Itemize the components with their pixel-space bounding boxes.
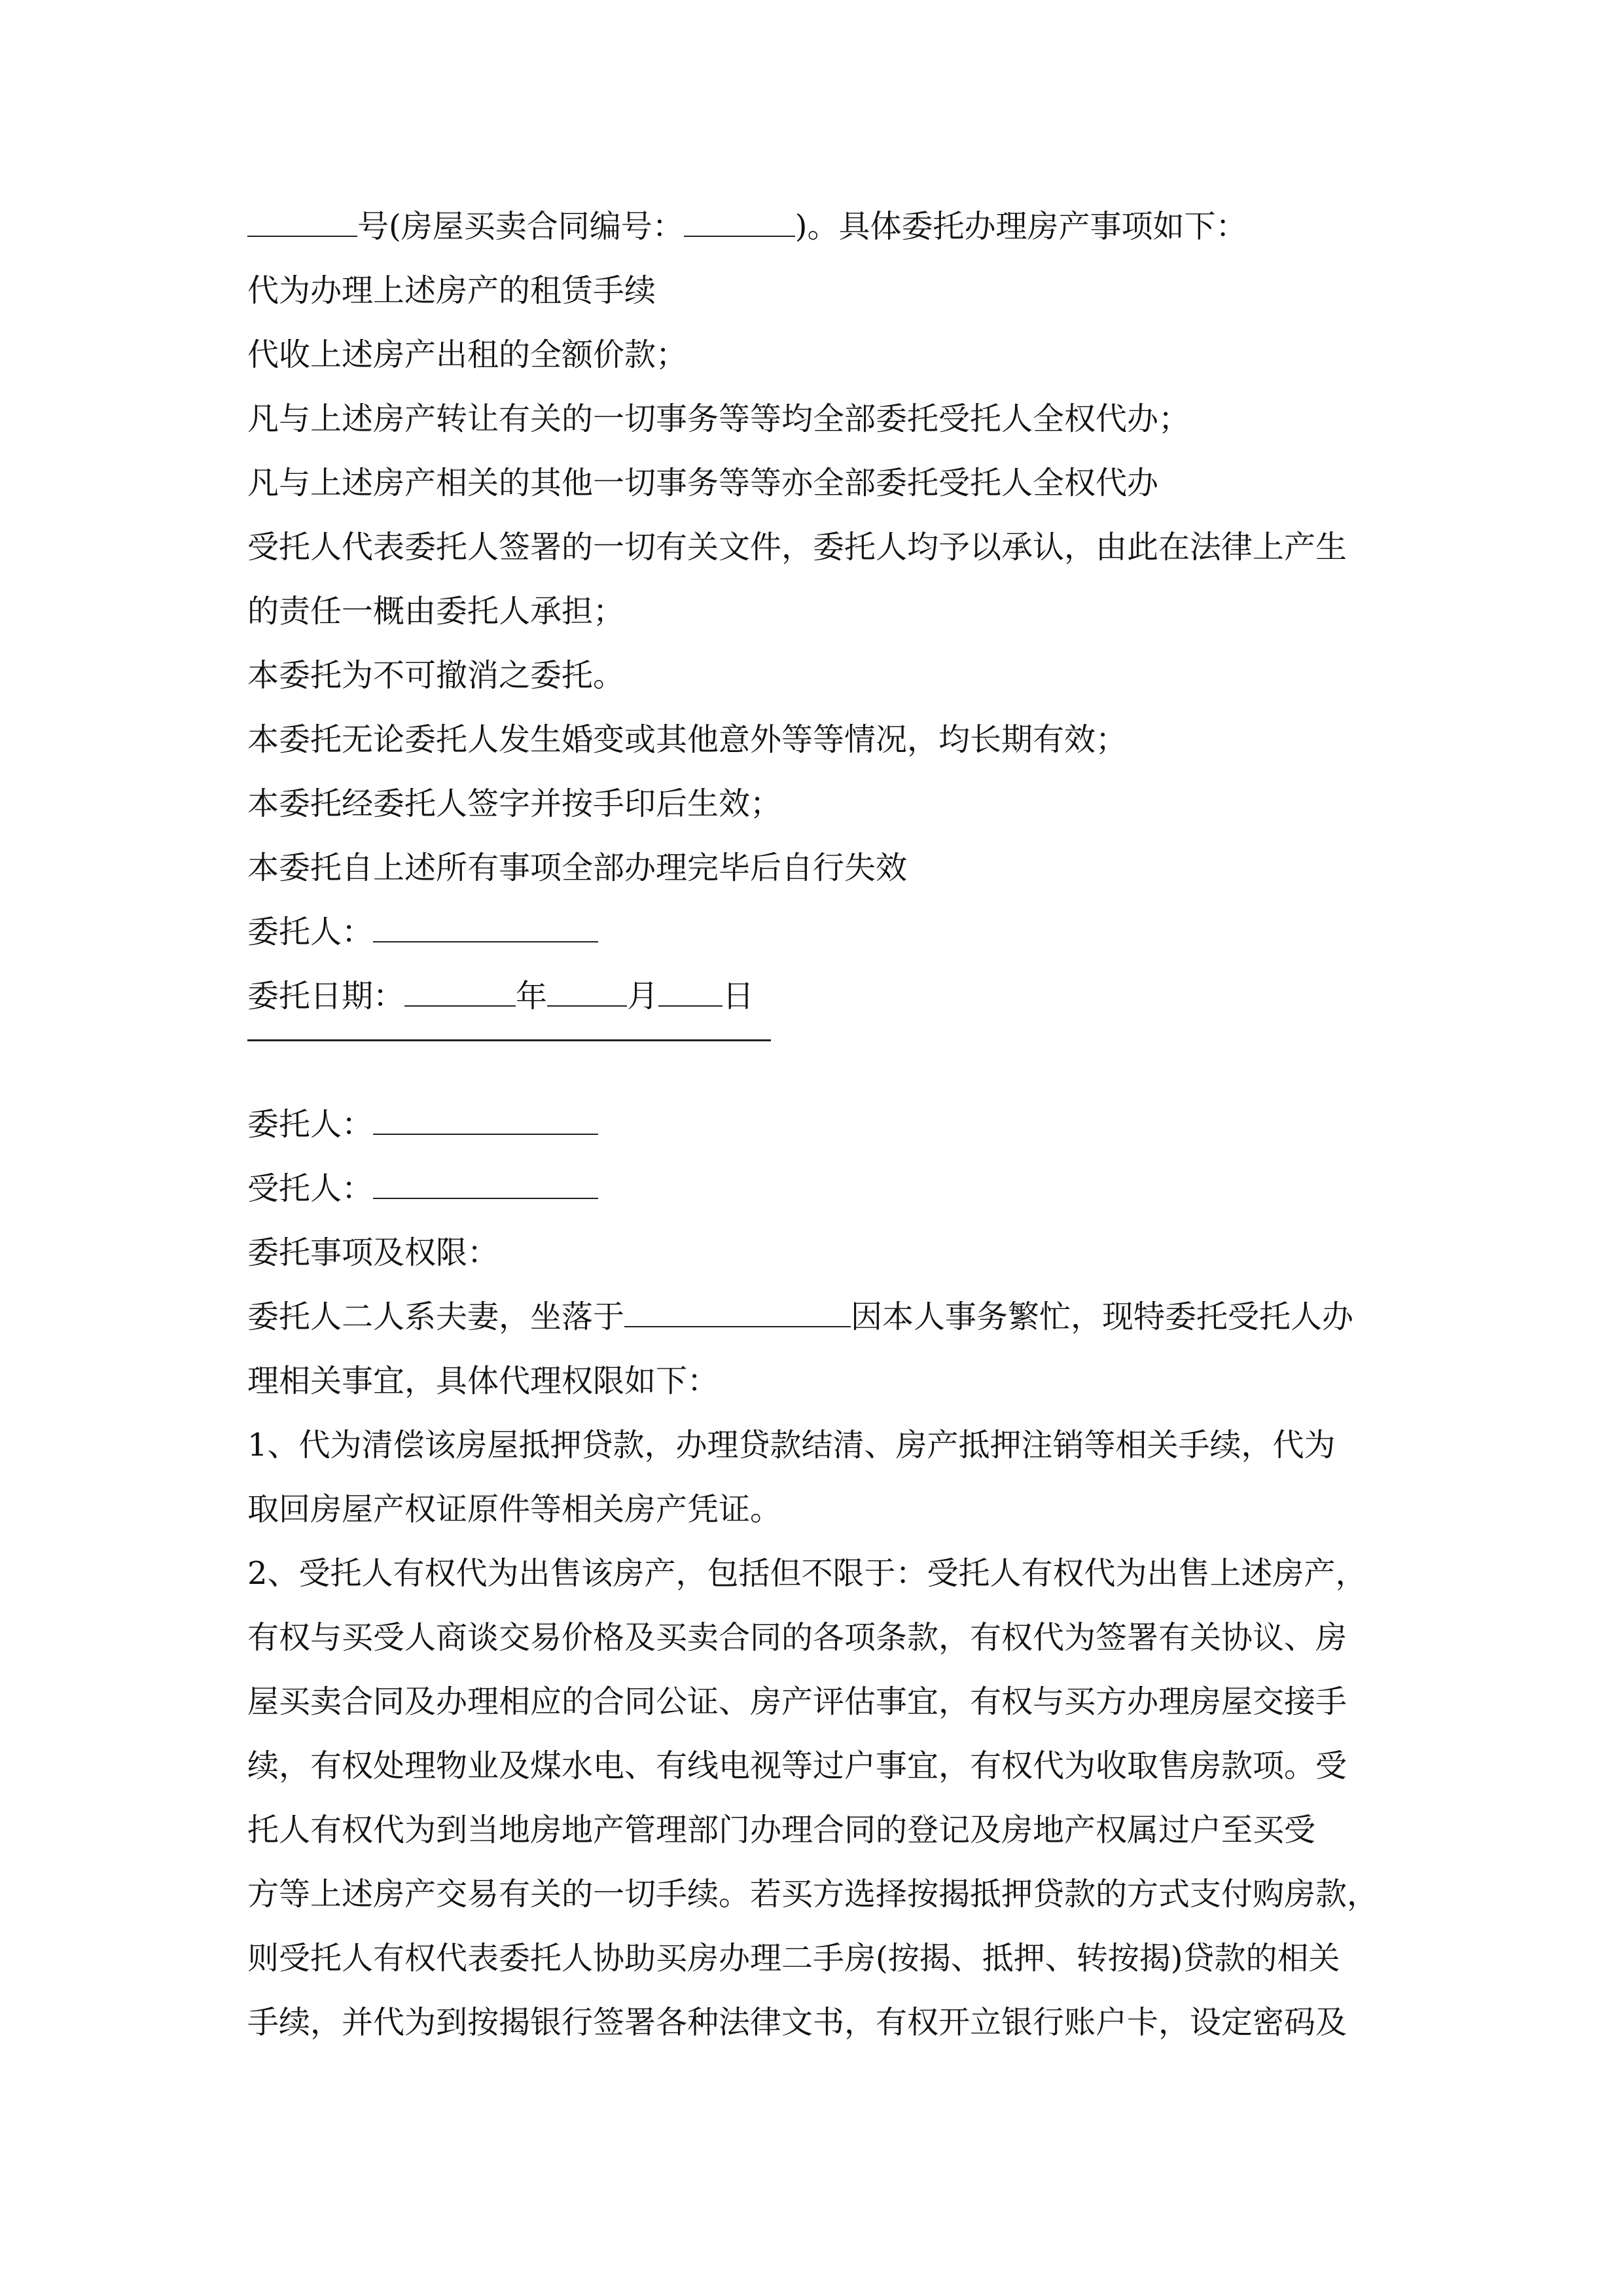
text: 月	[627, 978, 659, 1014]
text: 委托人二人系夫妻，坐落于	[247, 1299, 625, 1335]
line-irrevocable: 本委托为不可撤消之委托。	[247, 657, 625, 694]
blank-field	[247, 207, 357, 237]
line-couple	[247, 1297, 1353, 1336]
line-item-2b: 有权与买受人商谈交易价格及买卖合同的各项条款，有权代为签署有关协议、房	[247, 1619, 1347, 1656]
blank-field	[404, 977, 516, 1007]
label: 委托人：	[247, 1106, 374, 1143]
line-scope-heading: 委托事项及权限：	[247, 1234, 499, 1271]
label: 委托人：	[247, 914, 374, 950]
section-divider	[247, 1039, 771, 1041]
text: )。具体委托办理房产事项如下：	[794, 208, 1247, 245]
line-item-2f: 方等上述房产交易有关的一切手续。若买方选择按揭抵押贷款的方式支付购房款，	[247, 1876, 1379, 1912]
label: 受托人：	[247, 1170, 374, 1207]
line-other-matters: 凡与上述房产相关的其他一切事务等等亦全部委托受托人全权代办	[247, 465, 1159, 501]
line-item-2a: 2、受托人有权代为出售该房产，包括但不限于：受托人有权代为出售上述房产，	[247, 1555, 1367, 1592]
blank-field	[373, 1105, 598, 1135]
line-principal-sign	[247, 912, 598, 952]
line-item-2h: 手续，并代为到按揭银行签署各种法律文书，有权开立银行账户卡，设定密码及	[247, 2004, 1347, 2041]
line-contract-number	[247, 207, 1247, 246]
line-agent	[247, 1169, 598, 1208]
line-scope-intro: 理相关事宜，具体代理权限如下：	[247, 1363, 719, 1399]
text: 年	[516, 978, 548, 1014]
blank-field	[373, 912, 598, 942]
line-principal	[247, 1105, 598, 1144]
line-lease: 代为办理上述房产的租赁手续	[247, 272, 656, 309]
line-sign-docs: 受托人代表委托人签署的一切有关文件，委托人均予以承认，由此在法律上产生	[247, 529, 1347, 565]
text: 日	[722, 978, 755, 1014]
blank-field	[658, 977, 722, 1007]
blank-field	[684, 207, 795, 237]
line-item-2g: 则受托人有权代表委托人协助买房办理二手房(按揭、抵押、转按揭)贷款的相关	[247, 1940, 1340, 1977]
label: 委托日期：	[247, 978, 405, 1014]
line-rent-collect: 代收上述房产出租的全额价款；	[247, 336, 688, 373]
blank-field	[547, 977, 627, 1007]
line-item-1a: 1、代为清偿该房屋抵押贷款，办理贷款结清、房产抵押注销等相关手续，代为	[247, 1427, 1336, 1463]
blank-field	[373, 1169, 598, 1199]
text: 号(房屋买卖合同编号：	[357, 208, 684, 245]
line-transfer: 凡与上述房产转让有关的一切事务等等均全部委托受托人全权代办；	[247, 401, 1190, 437]
line-date	[247, 977, 754, 1016]
line-liability: 的责任一概由委托人承担；	[247, 593, 625, 630]
line-validity: 本委托无论委托人发生婚变或其他意外等等情况，均长期有效；	[247, 721, 1128, 758]
line-effective: 本委托经委托人签字并按手印后生效；	[247, 785, 782, 822]
text: 因本人事务繁忙，现特委托受托人办	[851, 1299, 1354, 1335]
line-expiry: 本委托自上述所有事项全部办理完毕后自行失效	[247, 850, 908, 886]
line-item-2e: 托人有权代为到当地房地产管理部门办理合同的登记及房地产权属过户至买受	[247, 1812, 1316, 1848]
blank-field	[624, 1297, 851, 1327]
line-item-2c: 屋买卖合同及办理相应的合同公证、房产评估事宜，有权与买方办理房屋交接手	[247, 1683, 1347, 1720]
line-item-2d: 续，有权处理物业及煤水电、有线电视等过户事宜，有权代为收取售房款项。受	[247, 1748, 1347, 1784]
line-item-1b: 取回房屋产权证原件等相关房产凭证。	[247, 1491, 782, 1528]
